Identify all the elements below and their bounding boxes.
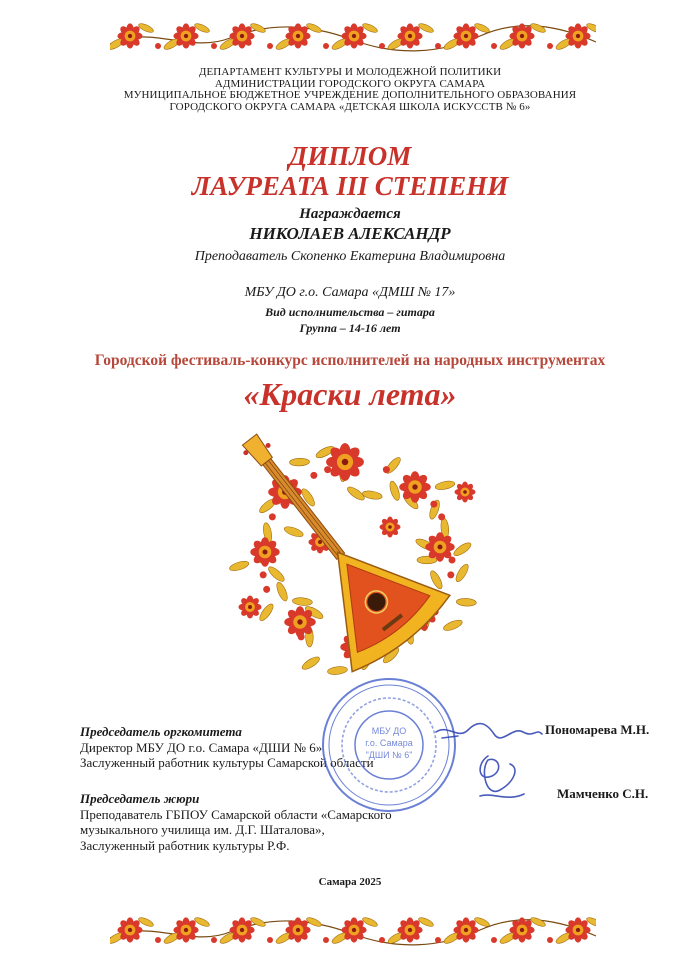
header-line-4: ГОРОДСКОГО ОКРУГА САМАРА «ДЕТСКАЯ ШКОЛА ИСКУССТВ № 6» <box>169 100 531 113</box>
org-committee-signer: Пономарева М.Н. <box>545 722 650 737</box>
org-committee-line-1: Директор МБУ ДО г.о. Самара «ДШИ № 6» <box>80 739 323 755</box>
festival-name: «Краски лета» <box>243 376 457 412</box>
instrument-line: Вид исполнительства – гитара <box>265 305 435 319</box>
recipient-name: НИКОЛАЕВ АЛЕКСАНДР <box>249 224 451 243</box>
jury-line-2: музыкального училища им. Д.Г. Шаталова», <box>80 822 325 837</box>
issuer-header <box>0 67 700 113</box>
school-line: МБУ ДО г.о. Самара «ДМШ № 17» <box>244 285 456 300</box>
jury-heading: Председатель жюри <box>80 791 200 806</box>
stamp-inner-line-1: МБУ ДО <box>371 726 407 736</box>
balalaika-illustration <box>225 432 490 690</box>
handwritten-signature <box>428 712 548 812</box>
header-line-3: МУНИЦИПАЛЬНОЕ БЮДЖЕТНОЕ УЧРЕЖДЕНИЕ ДОПОЛНИТЕЛЬНОГО ОБРАЗОВАНИЯ <box>123 89 577 101</box>
stamp-inner-line-2: г.о. Самара <box>365 738 413 748</box>
diploma-degree: ЛАУРЕАТА III СТЕПЕНИ <box>191 171 509 201</box>
city-year: Самара 2025 <box>318 876 382 888</box>
header-line-2: АДМИНИСТРАЦИИ ГОРОДСКОГО ОКРУГА САМАРА <box>214 77 486 90</box>
jury-signer: Мамченко С.Н. <box>557 786 649 801</box>
header-line-1: ДЕПАРТАМЕНТ КУЛЬТУРЫ И МОЛОДЕЖНОЙ ПОЛИТИКИ <box>198 66 502 78</box>
top-ornament-border <box>110 14 596 58</box>
jury-line-3: Заслуженный работник культуры Р.Ф. <box>80 837 290 853</box>
stamp-inner-line-3: "ДШИ № 6" <box>365 750 413 760</box>
diploma-title: ДИПЛОМ <box>288 141 412 171</box>
jury-line-1: Преподаватель ГБПОУ Самарской области «Самарского <box>80 806 392 822</box>
awarded-label: Награждается <box>299 206 401 222</box>
org-committee-heading: Председатель оргкомитета <box>80 724 242 739</box>
group-line: Группа – 14-16 лет <box>299 321 401 335</box>
teacher-line: Преподаватель Скопенко Екатерина Владимировна <box>194 249 506 264</box>
bottom-ornament-border <box>110 908 596 952</box>
festival-description: Городской фестиваль-конкурс исполнителей на народных инструментах <box>94 352 606 369</box>
org-committee-line-2: Заслуженный работник культуры Самарской области <box>80 755 374 770</box>
